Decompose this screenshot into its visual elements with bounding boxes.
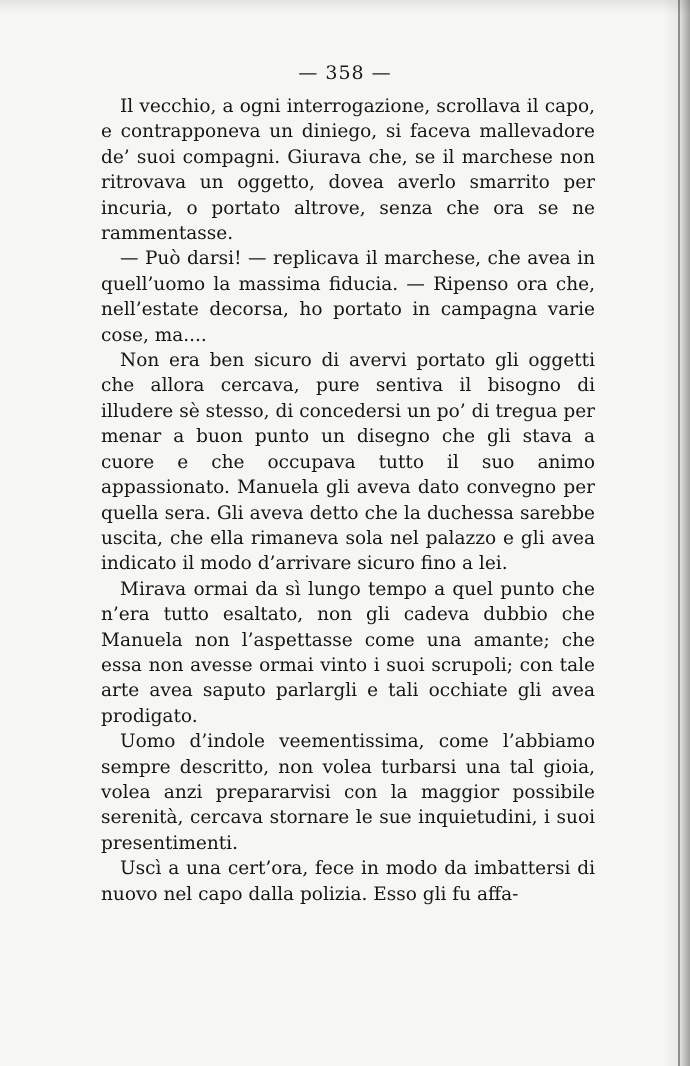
page-edge-shadow bbox=[664, 0, 690, 1066]
paragraph: Uomo d’indole veementissima, come l’abbiamo sempre descritto, non volea turbarsi una tal gioia, volea anzi prepararvisi con la maggior possibile serenità, cercava stornare le sue inquietudini, i suoi presentimenti. bbox=[101, 731, 595, 854]
paragraph: Mirava ormai da sì lungo tempo a quel punto che n’era tutto esaltato, non gli cadeva dubbio che Manuela non l’aspettasse come una amante; che essa non avesse ormai vinto i suoi scrupoli; con tale arte avea saputo parlargli e tali occhiate gli avea prodigato. bbox=[101, 578, 595, 727]
paragraph: Uscì a una cert’ora, fece in modo da imbattersi di nuovo nel capo dalla polizia. Esso gli fu affa- bbox=[101, 858, 595, 905]
page-number: — 358 — bbox=[298, 62, 392, 84]
paragraph: Non era ben sicuro di avervi portato gli oggetti che allora cercava, pure sentiva il bisogno di illudere sè stesso, di concedersi un po’ di tregua per menar a buon punto un disegno che gli stava a cuore e che occupava tutto il suo animo appassionato. Manuela gli aveva dato convegno per quella sera. Gli aveva detto che la duchessa sarebbe uscita, che ella rimaneva sola nel palazzo e gli avea indicato il modo d’arrivare sicuro fino a lei. bbox=[101, 350, 595, 575]
paragraph: — Può darsi! — replicava il marchese, che avea in quell’uomo la massima fiducia. — Ripenso ora che, nell’estate decorsa, ho portato in campagna varie cose, ma.... bbox=[101, 248, 595, 346]
scan-top-shadow bbox=[0, 0, 690, 14]
paragraph: Il vecchio, a ogni interrogazione, scrollava il capo, e contrapponeva un diniego, si faceva mallevadore de’ suoi compagni. Giurava che, se il marchese non ritrovava un oggetto, dovea averlo smarrito per incuria, o portato altrove, senza che ora se ne rammentasse. bbox=[101, 96, 595, 245]
page-edge-line bbox=[678, 0, 680, 1066]
body-text bbox=[101, 94, 595, 907]
